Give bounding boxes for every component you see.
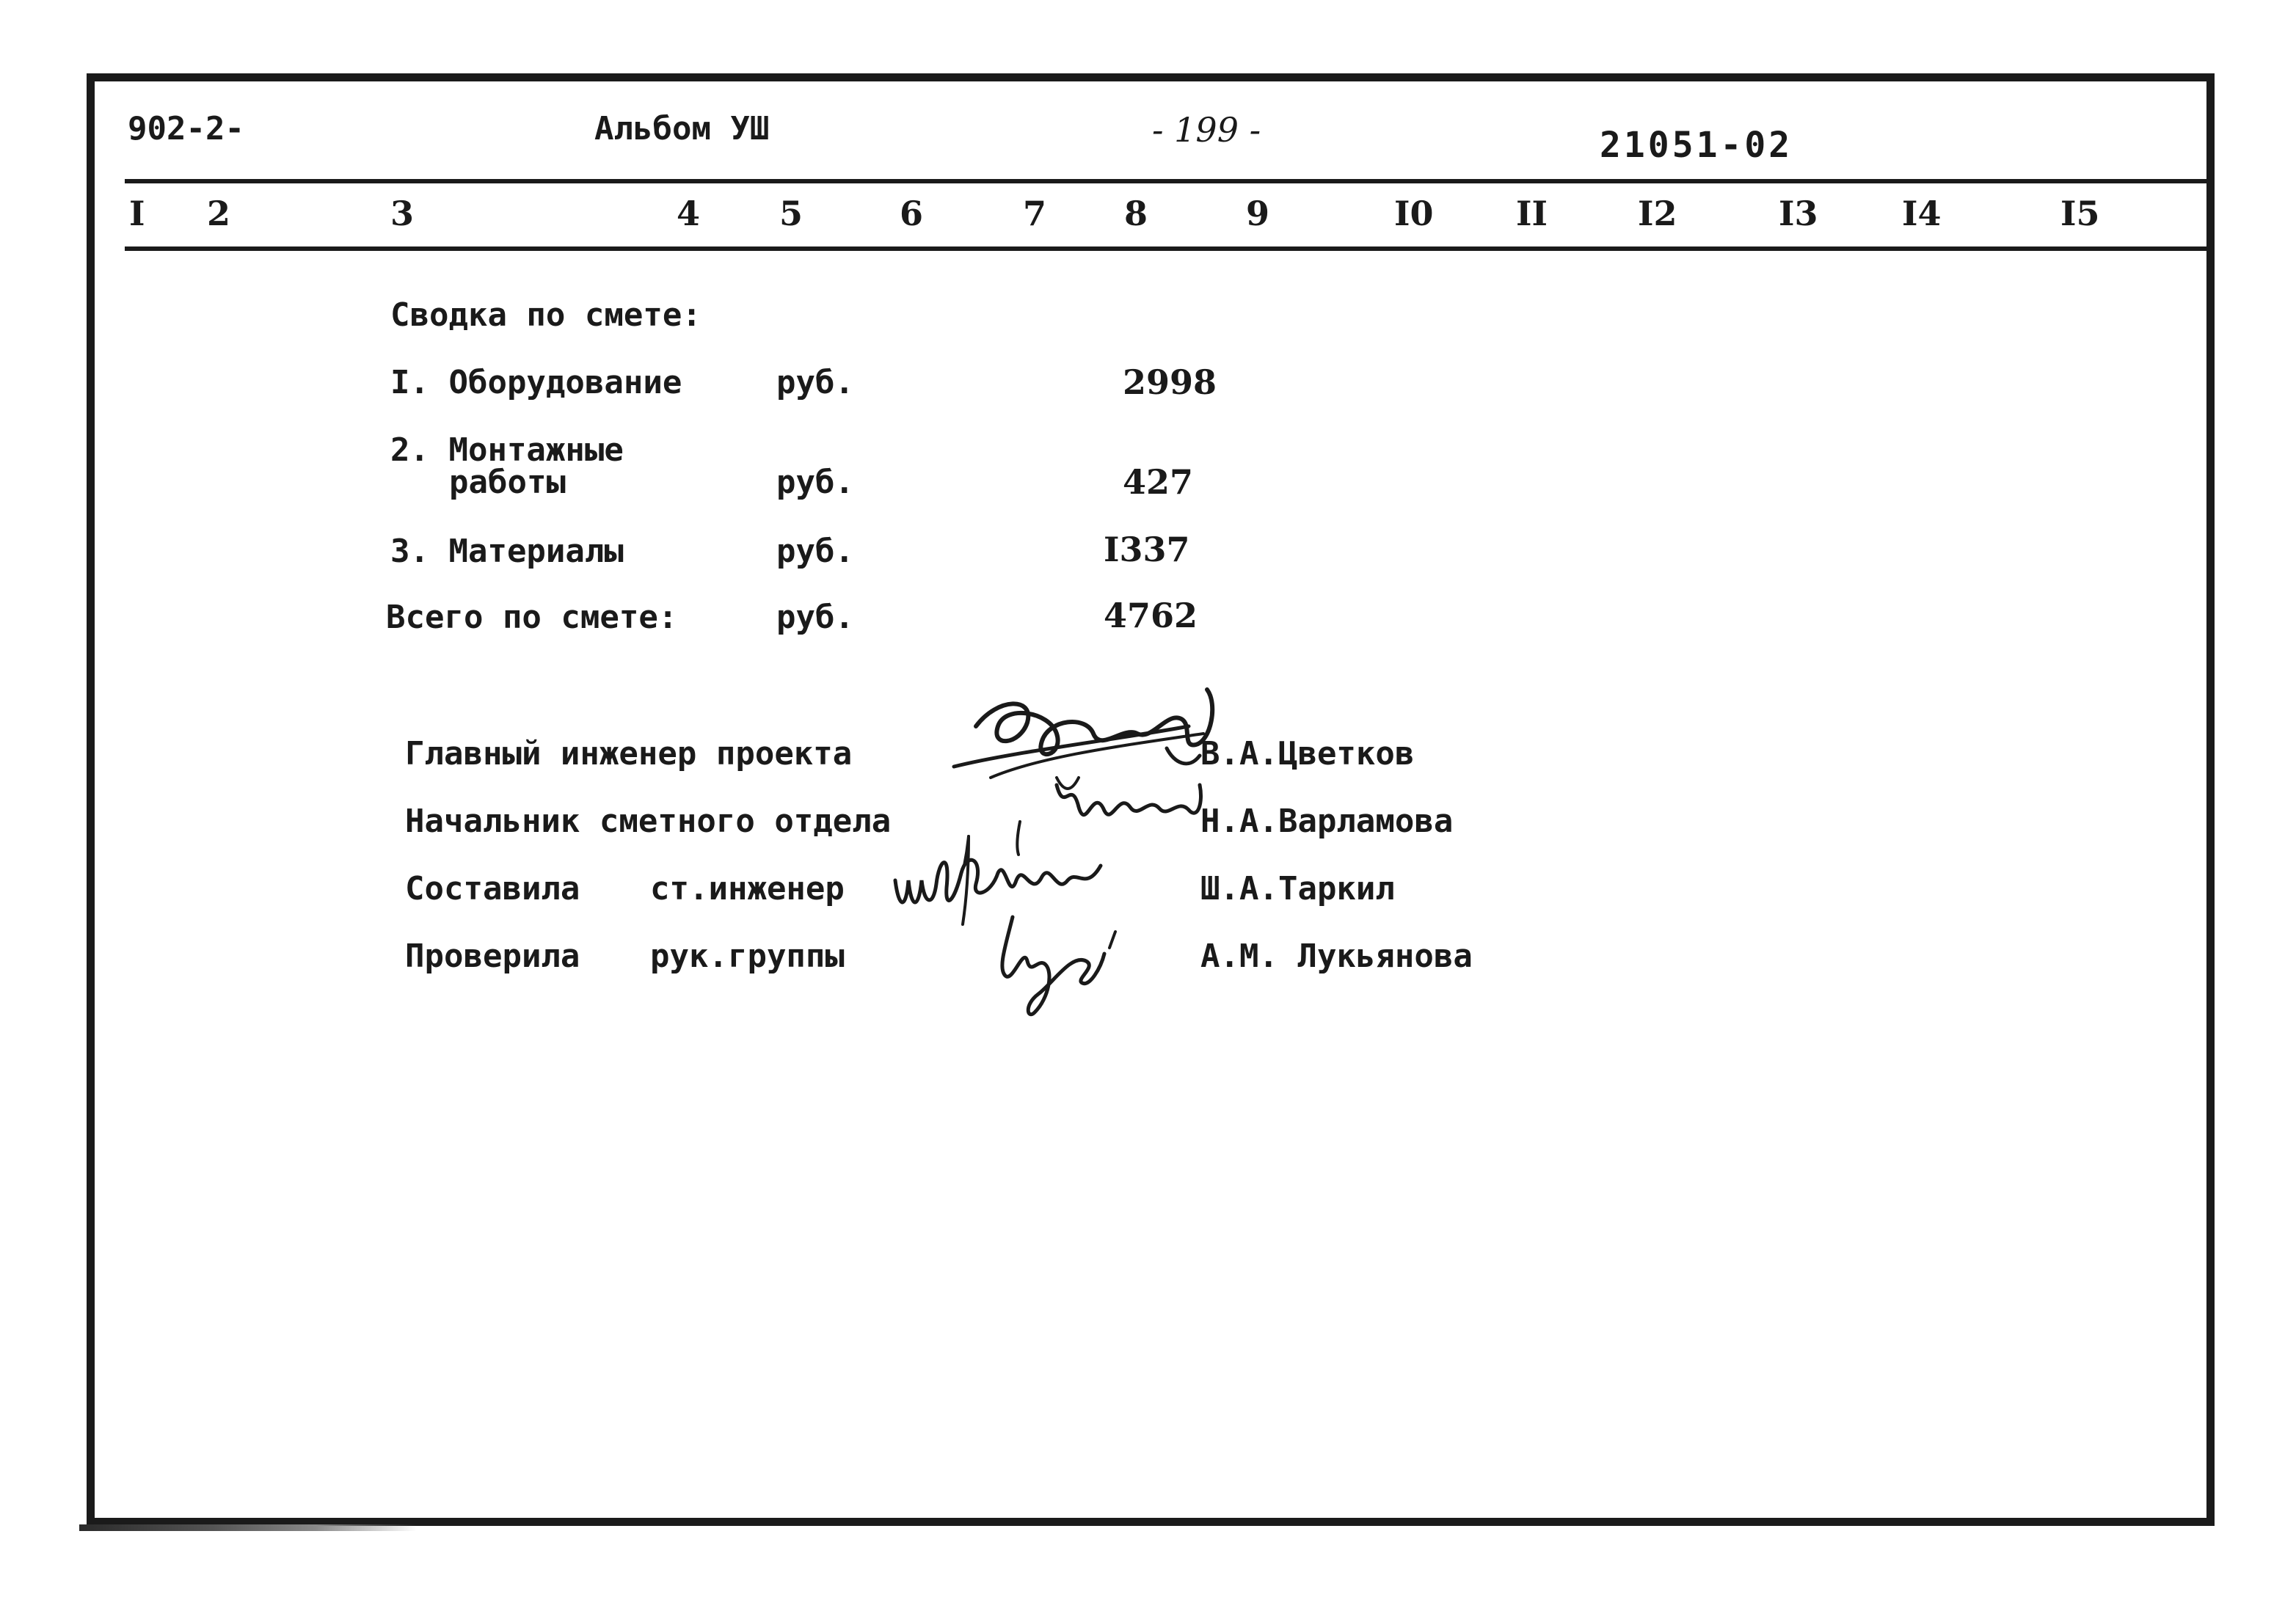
summary-item-value: 2998 — [1123, 362, 1217, 402]
col-num-6: 6 — [900, 194, 924, 233]
signatory-role: Главный инженер проекта — [405, 735, 853, 772]
col-num-8: 8 — [1124, 194, 1148, 233]
col-num-13: I3 — [1779, 194, 1818, 233]
columns-rule — [125, 246, 2207, 251]
document-code: 21051-02 — [1600, 125, 1793, 166]
col-num-3: 3 — [390, 194, 415, 233]
col-num-15: I5 — [2060, 194, 2100, 233]
summary-total-value: 4762 — [1104, 596, 1198, 635]
signatory-role: Начальник сметного отдела — [405, 803, 892, 840]
col-num-5: 5 — [779, 194, 803, 233]
summary-item-value: I337 — [1104, 530, 1190, 569]
signatory-name: Ш.А.Таркил — [1200, 870, 1395, 907]
signatory-role: Составила — [405, 870, 580, 907]
summary-item-value: 427 — [1123, 462, 1194, 502]
summary-title: Сводка по смете: — [390, 296, 701, 334]
summary-item-label: 2. Монтажные — [390, 431, 624, 469]
signatory-position: ст.инженер — [650, 870, 845, 907]
signatory-name: А.М. Лукьянова — [1200, 938, 1473, 975]
col-num-10: I0 — [1394, 194, 1434, 233]
col-num-11: II — [1516, 194, 1548, 233]
summary-item-label: 3. Материалы — [390, 533, 624, 570]
summary-item-unit: руб. — [776, 364, 854, 401]
signature-reviewer — [983, 902, 1145, 1020]
summary-item-label: I. Оборудование — [390, 364, 682, 401]
col-num-9: 9 — [1246, 194, 1270, 233]
signatory-name: Н.А.Варламова — [1200, 803, 1454, 840]
col-num-7: 7 — [1023, 194, 1047, 233]
header-rule — [125, 179, 2207, 183]
col-num-2: 2 — [207, 194, 231, 233]
signatory-role: Проверила — [405, 938, 580, 975]
scan-smudge — [79, 1524, 417, 1531]
album-title: Альбом УШ — [594, 110, 770, 147]
col-num-4: 4 — [677, 194, 701, 233]
summary-total-label: Всего по смете: — [386, 599, 678, 636]
summary-item-label-cont: работы — [449, 464, 566, 501]
summary-total-unit: руб. — [776, 599, 854, 636]
signatory-position: рук.группы — [650, 938, 845, 975]
col-num-14: I4 — [1902, 194, 1942, 233]
signatory-name: В.А.Цветков — [1200, 735, 1415, 772]
summary-item-unit: руб. — [776, 533, 854, 570]
col-num-1: I — [129, 194, 145, 233]
summary-item-unit: руб. — [776, 464, 854, 501]
doc-series: 902-2- — [128, 110, 244, 147]
col-num-12: I2 — [1638, 194, 1677, 233]
page-number: - 199 - — [1152, 110, 1261, 150]
